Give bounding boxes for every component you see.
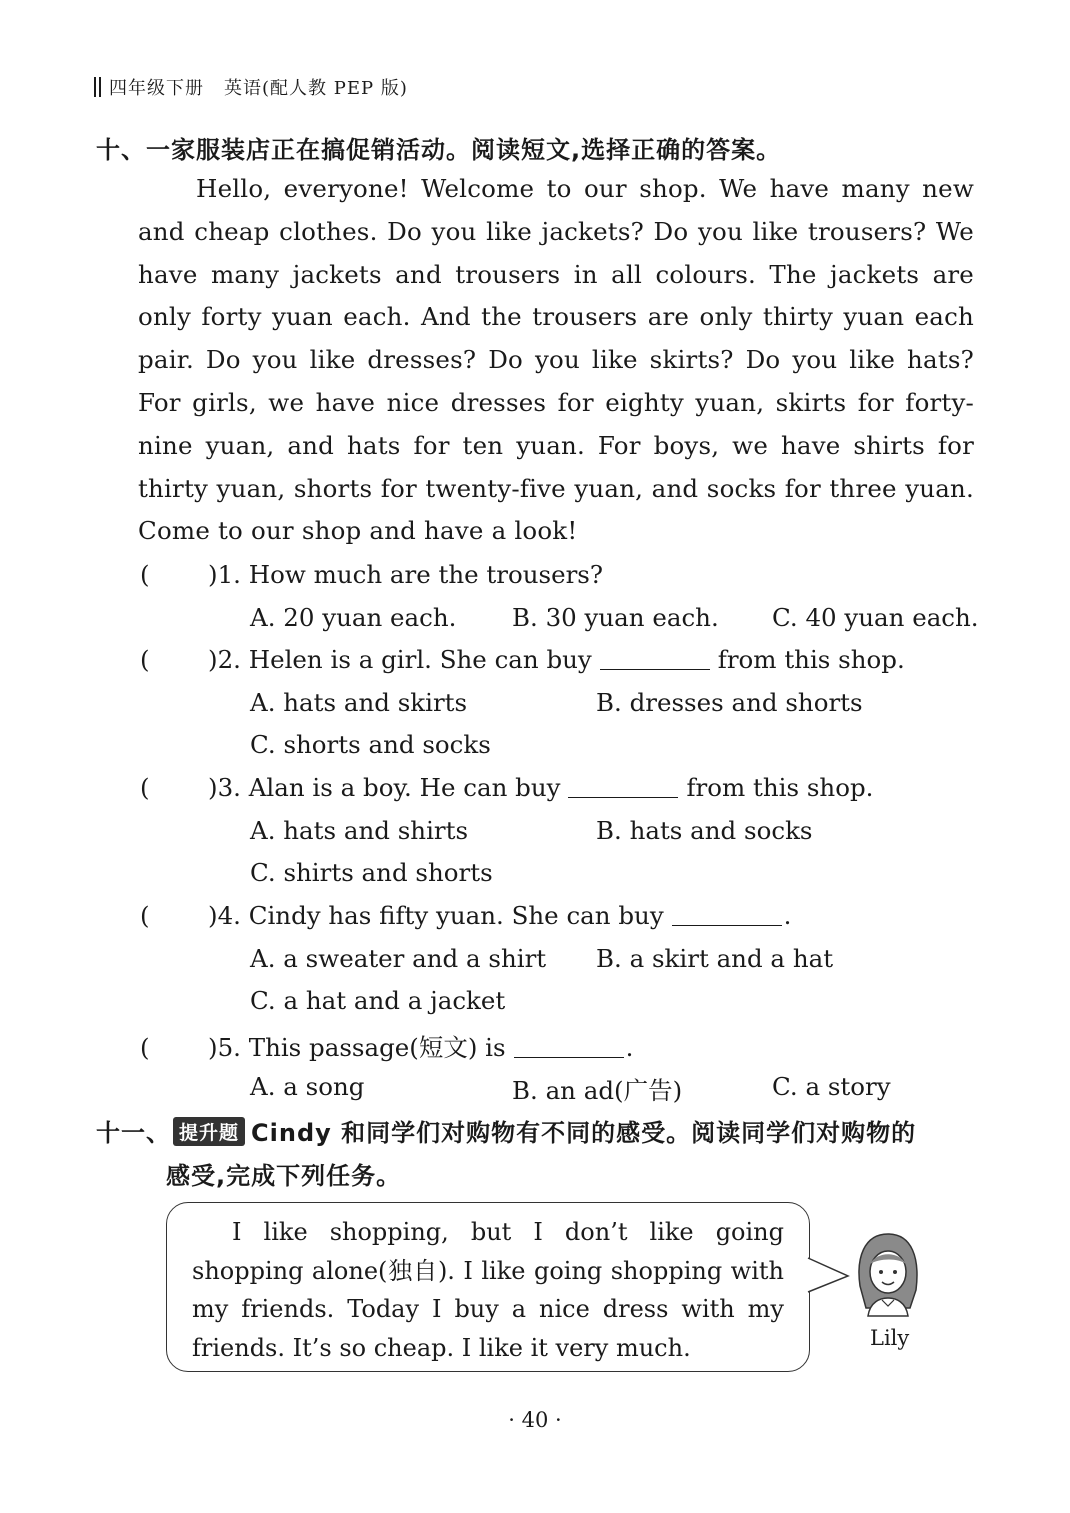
girl-avatar-icon <box>850 1228 926 1322</box>
question-stem: 1. How much are the trousers? <box>217 560 603 589</box>
header-subject: 英语(配人教 PEP 版) <box>224 78 408 99</box>
question-stem: 2. Helen is a girl. She can buy <box>217 645 592 674</box>
speech-bubble-tail-icon <box>806 1256 852 1296</box>
option-a[interactable]: A. a sweater and a shirt <box>250 944 547 973</box>
option-a[interactable]: A. hats and shirts <box>250 816 469 845</box>
answer-blank[interactable] <box>600 647 710 670</box>
header-rule <box>94 77 96 97</box>
speech-text: I like shopping, but I don’t like going shopping alone(独自). I like going shopping with my friends. Today I buy a nice dress with my friends. It’s so cheap. I like it very much. <box>192 1218 784 1362</box>
option-c[interactable]: C. a hat and a jacket <box>250 986 506 1015</box>
reading-passage: Hello, everyone! Welcome to our shop. We have many new and cheap clothes. Do you like jackets? Do you like trousers? We have many jackets and trousers in all colours. The jackets are only forty yuan each. And the trousers are only thirty yuan each pair. Do you like dresses? Do you like skirts? Do you like hats? For girls, we have nice dresses for eighty yuan, skirts for forty-nine yuan, and hats for ten yuan. For boys, we have shirts for thirty yuan, shorts for twenty-five yuan, and socks for three yuan. Come to our shop and have a look! <box>138 174 974 546</box>
page-number: · 40 · <box>508 1408 562 1432</box>
question-3: ( )3. Alan is a boy. He can buy from this shop. <box>140 773 874 802</box>
section-11-title-line2: 感受,完成下列任务。 <box>166 1162 402 1190</box>
answer-paren[interactable]: ( <box>140 1033 150 1062</box>
option-b[interactable]: B. hats and socks <box>596 816 813 845</box>
option-c[interactable]: C. shirts and shorts <box>250 858 493 887</box>
option-a[interactable]: A. 20 yuan each. <box>250 603 457 632</box>
header-rule <box>99 77 101 97</box>
question-stem: 5. This passage(短文) is <box>217 1033 506 1062</box>
section-number: 十一、 <box>96 1119 171 1147</box>
option-a[interactable]: A. a song <box>250 1072 365 1101</box>
question-4: ( )4. Cindy has fifty yuan. She can buy . <box>140 901 792 930</box>
speaker-name: Lily <box>870 1326 910 1350</box>
answer-paren[interactable]: ( <box>140 773 150 802</box>
option-c[interactable]: C. 40 yuan each. <box>772 603 979 632</box>
answer-blank[interactable] <box>568 775 678 798</box>
option-c[interactable]: C. a story <box>772 1072 891 1101</box>
answer-paren[interactable]: ( <box>140 901 150 930</box>
question-stem: 3. Alan is a boy. He can buy <box>217 773 561 802</box>
section-11-title-line1: Cindy 和同学们对购物有不同的感受。阅读同学们对购物的 <box>251 1119 917 1147</box>
question-tail: from this shop. <box>686 773 874 802</box>
option-b[interactable]: B. a skirt and a hat <box>596 944 834 973</box>
question-2: ( )2. Helen is a girl. She can buy from this shop. <box>140 645 905 674</box>
header-grade: 四年级下册 <box>109 78 204 99</box>
section-10-title: 十、一家服装店正在搞促销活动。阅读短文,选择正确的答案。 <box>96 136 782 164</box>
answer-blank[interactable] <box>514 1035 624 1058</box>
option-b[interactable]: B. dresses and shorts <box>596 688 863 717</box>
answer-paren[interactable]: ( <box>140 645 150 674</box>
question-tail: . <box>783 901 792 930</box>
option-b[interactable]: B. an ad(广告) <box>512 1076 683 1105</box>
question-tail: from this shop. <box>717 645 905 674</box>
page-header <box>94 74 408 100</box>
question-stem: 4. Cindy has fifty yuan. She can buy <box>217 901 664 930</box>
question-5: ( )5. This passage(短文) is . <box>140 1033 634 1062</box>
answer-blank[interactable] <box>672 903 782 926</box>
answer-paren[interactable]: ( <box>140 560 150 589</box>
question-1: ( )1. How much are the trousers? <box>140 560 603 589</box>
level-badge: 提升题 <box>173 1117 245 1146</box>
question-tail: . <box>625 1033 634 1062</box>
section-11-title <box>96 1113 916 1148</box>
option-a[interactable]: A. hats and skirts <box>250 688 468 717</box>
option-c[interactable]: C. shorts and socks <box>250 730 491 759</box>
option-b[interactable]: B. 30 yuan each. <box>512 603 719 632</box>
